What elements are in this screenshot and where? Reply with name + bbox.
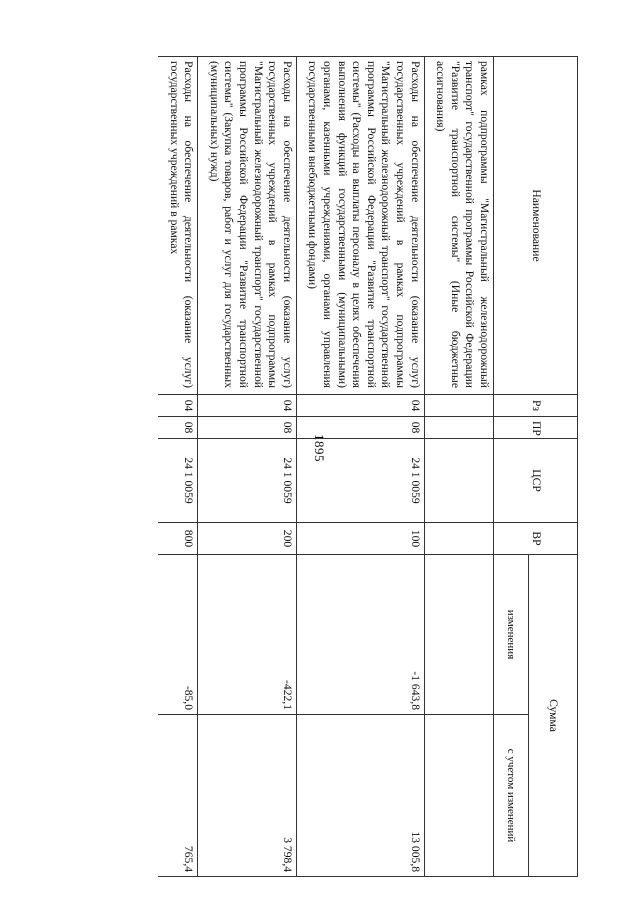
table-cell-rz: 04 (198, 395, 297, 417)
table-cell-vr: 200 (198, 523, 297, 555)
table-cell-changes: -85,0 (158, 555, 198, 715)
table-cell-vr: 800 (158, 523, 198, 555)
table-cell-name: Расходы на обеспечение деятельности (оказание услуг) государственных учреждений в рамках подпрограммы "Магистральный железнодорожный транспорт" государственной программы Российской Федерации "Развитие транспортной системы" (Закупка товаров, работ и услуг для государственных (муниципальных) нужд) (198, 57, 297, 395)
table-cell-name: рамках подпрограммы "Магистральный железнодорожный транспорт" государственной программы Российской Федерации "Развитие транспортной системы" (Иные бюджетные ассигнования) (424, 57, 493, 395)
table-cell-pr: 08 (296, 417, 424, 439)
table-cell-vr (424, 523, 493, 555)
table-cell-csr: 24 1 0059 (198, 439, 297, 523)
table-row (198, 57, 297, 877)
rotated-page-content (78, 56, 578, 876)
table-cell-pr (424, 417, 493, 439)
table-cell-vr: 100 (296, 523, 424, 555)
header-changes: изменения (494, 555, 529, 715)
table-cell-with-changes: 765,4 (158, 715, 198, 877)
header-sum: Сумма (529, 555, 578, 877)
budget-table (158, 56, 578, 877)
table-cell-with-changes: 3 798,4 (198, 715, 297, 877)
table-cell-changes: -422,1 (198, 555, 297, 715)
table-row (158, 57, 198, 877)
table-cell-pr: 08 (198, 417, 297, 439)
table-cell-rz: 04 (296, 395, 424, 417)
table-cell-pr: 08 (158, 417, 198, 439)
header-pr: ПР (494, 417, 578, 439)
header-vr: ВР (494, 523, 578, 555)
header-name: Наименование (494, 57, 578, 395)
table-cell-csr (424, 439, 493, 523)
table-cell-csr: 24 1 0059 (158, 439, 198, 523)
header-csr: ЦСР (494, 439, 578, 523)
table-cell-rz (424, 395, 493, 417)
header-rz: Рз (494, 395, 578, 417)
table-cell-name: Расходы на обеспечение деятельности (оказание услуг) государственных учреждений в рамках (158, 57, 198, 395)
table-cell-with-changes: 13 005,8 (296, 715, 424, 877)
table-cell-changes: -1 643,8 (296, 555, 424, 715)
header-with-changes: с учетом изменений (494, 715, 529, 877)
table-cell-rz: 04 (158, 395, 198, 417)
table-cell-csr: 24 1 0059 (296, 439, 424, 523)
page-number: 1895 (312, 434, 327, 462)
table-cell-with-changes (424, 715, 493, 877)
table-cell-changes (424, 555, 493, 715)
table-row (296, 57, 424, 877)
table-cell-name: Расходы на обеспечение деятельности (оказание услуг) государственных учреждений в рамках подпрограммы "Магистральный железнодорожный транспорт" государственной программы Российской Федерации "Развитие транспортной системы" (Расходы на выплаты персоналу в целях обеспечения выполнения функций государственными (муниципальными) органами, казенными учреждениями, органами управления государственными внебюджетными фондами) (296, 57, 424, 395)
table-row (424, 57, 493, 877)
